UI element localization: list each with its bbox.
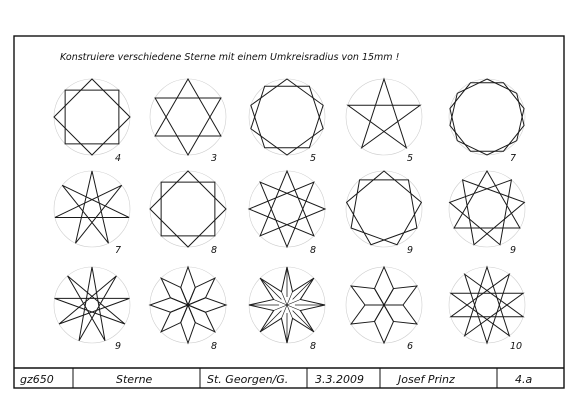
- star-rhombus: [188, 305, 215, 332]
- title-block-code: gz650: [20, 373, 54, 386]
- star-rhombus: [351, 305, 384, 324]
- star-label: 8: [310, 341, 317, 352]
- star-polygon: [251, 79, 323, 148]
- star-rhombus: [188, 278, 215, 305]
- star-polygon: [249, 171, 325, 247]
- instruction-text: Konstruiere verschiedene Sterne mit einem Umkreisradius von 15mm !: [60, 52, 400, 63]
- star-polygon: [450, 180, 512, 245]
- star-polygon: [55, 267, 130, 341]
- star-label: 7: [510, 153, 517, 164]
- circumcircle: [346, 171, 422, 247]
- star-figure: [54, 79, 130, 164]
- star-polygon: [251, 86, 323, 155]
- star-label: 9: [407, 245, 414, 256]
- star-label: 9: [510, 245, 517, 256]
- star-polygon: [451, 267, 523, 336]
- star-rhombus: [161, 278, 188, 305]
- star-figure: [449, 267, 525, 352]
- circumcircle: [150, 79, 226, 155]
- title-block-sheet: 4.a: [515, 373, 533, 386]
- title-block-date: 3.3.2009: [315, 373, 364, 386]
- circumcircle: [346, 79, 422, 155]
- star-figure: [150, 79, 226, 164]
- star-polygon: [454, 171, 520, 228]
- star-ray: [260, 311, 281, 332]
- star-label: 5: [310, 153, 317, 164]
- star-label: 8: [211, 341, 218, 352]
- title-block-title: Sterne: [116, 373, 153, 386]
- star-polygon: [450, 79, 524, 151]
- star-polygon: [347, 171, 422, 245]
- star-label: 8: [211, 245, 218, 256]
- star-label: 9: [115, 341, 122, 352]
- star-polygon: [451, 274, 523, 343]
- star-figure: [150, 171, 226, 256]
- star-polygon: [348, 79, 420, 148]
- star-label: 8: [310, 245, 317, 256]
- star-ray: [260, 278, 281, 299]
- star-label: 5: [407, 153, 414, 164]
- star-figure: [249, 171, 325, 256]
- star-polygon: [155, 79, 221, 136]
- circumcircle: [249, 79, 325, 155]
- star-polygon: [55, 171, 129, 243]
- title-block-author: Josef Prinz: [398, 373, 455, 386]
- star-label: 10: [510, 341, 523, 352]
- circumcircle: [54, 267, 130, 343]
- star-figure: [54, 171, 130, 256]
- circumcircle: [449, 79, 525, 155]
- star-rhombus: [375, 267, 394, 305]
- star-figure: [150, 267, 226, 352]
- star-polygon: [155, 98, 221, 155]
- star-figure: [449, 79, 525, 164]
- star-rhombus: [161, 305, 188, 332]
- star-rhombus: [351, 286, 384, 305]
- stars-grid: [54, 79, 525, 352]
- star-figure: [346, 171, 422, 256]
- star-figure: [346, 79, 422, 164]
- title-block-place: St. Georgen/G.: [207, 373, 289, 386]
- star-rhombus: [181, 267, 196, 305]
- star-rhombus: [181, 305, 196, 343]
- star-figure: [249, 267, 325, 352]
- star-label: 7: [115, 245, 122, 256]
- star-figure: [249, 79, 325, 164]
- circumcircle: [54, 171, 130, 247]
- star-label: 4: [115, 153, 122, 164]
- star-rhombus: [188, 298, 226, 313]
- star-rhombus: [375, 305, 394, 343]
- star-figure: [346, 267, 422, 352]
- circumcircle: [449, 171, 525, 247]
- star-ray: [293, 311, 314, 332]
- star-label: 6: [407, 341, 414, 352]
- circumcircle: [449, 267, 525, 343]
- star-figure: [449, 171, 525, 256]
- star-figure: [54, 267, 130, 352]
- title-block: [14, 368, 564, 388]
- star-polygon: [463, 180, 525, 245]
- star-rhombus: [384, 286, 417, 305]
- star-polygon: [450, 83, 524, 155]
- star-rhombus: [150, 298, 188, 313]
- star-ray: [293, 278, 314, 299]
- star-label: 3: [211, 153, 218, 164]
